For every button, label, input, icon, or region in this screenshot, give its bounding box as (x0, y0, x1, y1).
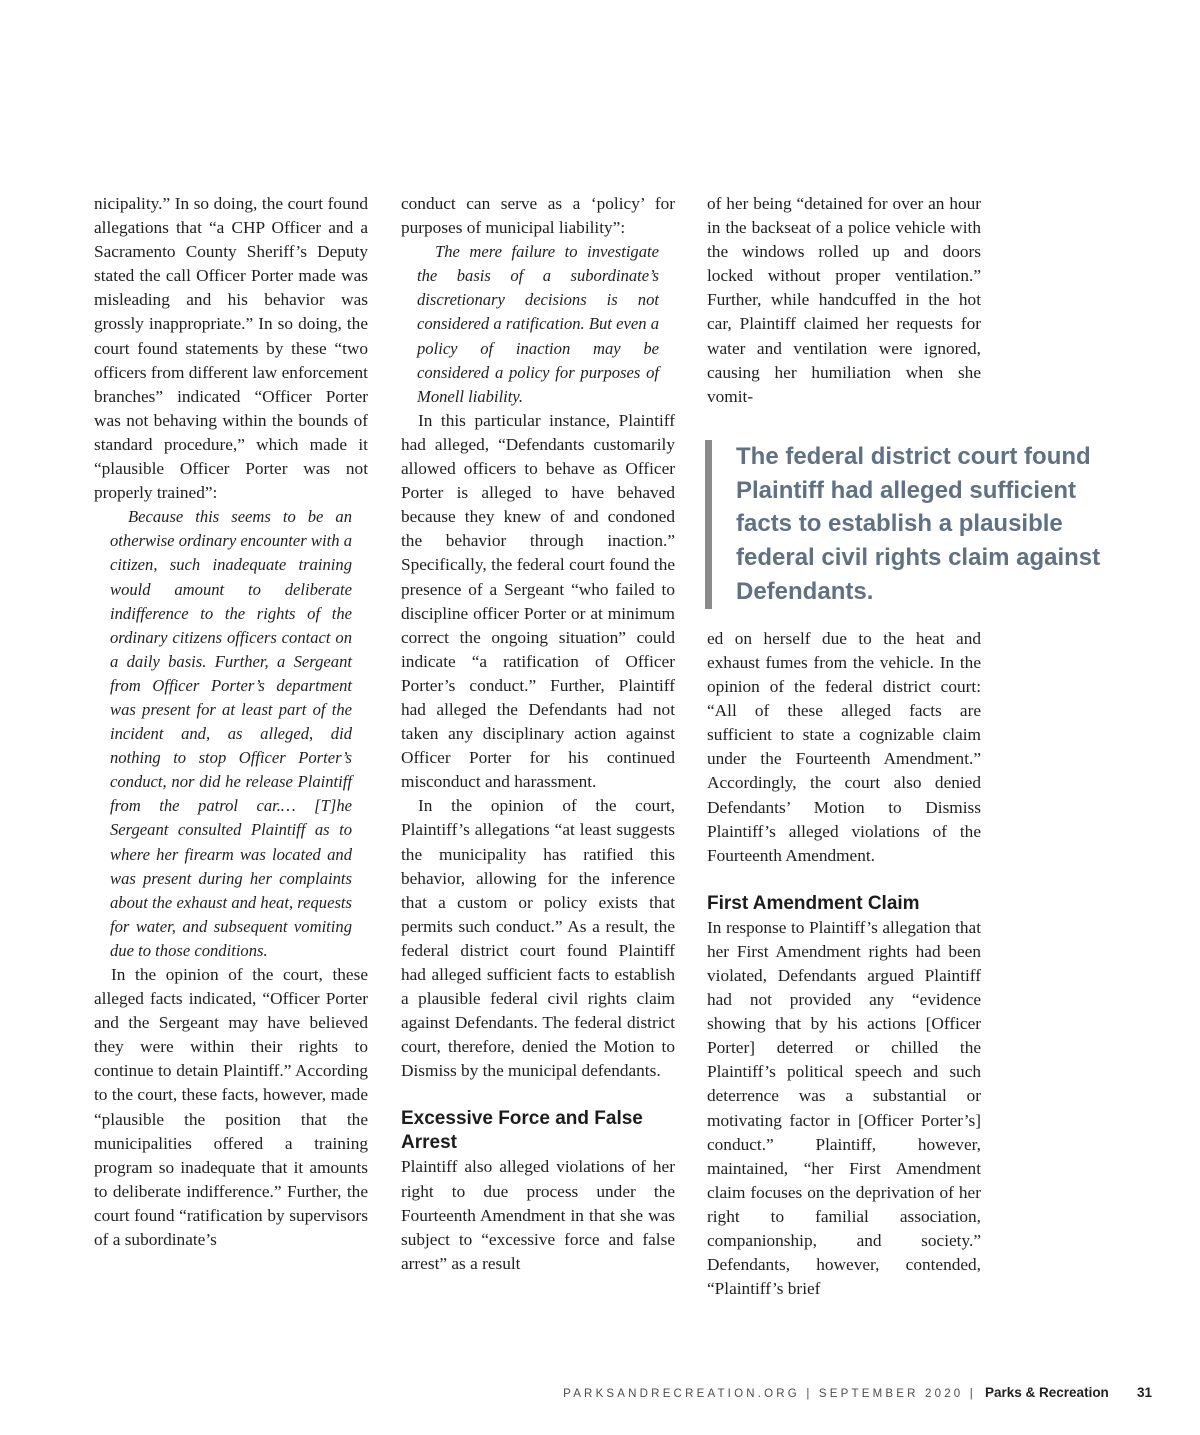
pull-quote: The federal district court found Plaintiff had alleged sufficient facts to establish a plausible federal civil rights claim against Defendants. (705, 440, 1136, 609)
section-heading: First Amendment Claim (707, 892, 920, 914)
block-quote: Because this seems to be an otherwise ordinary encounter with a citizen, such inadequate training would amount to deliberate indifference to the rights of the ordinary citizens officers contact on a daily basis. Further, a Sergeant from Officer Porter’s department was present for at least part of the incident and, as alleged, did nothing to stop Officer Porter’s conduct, nor did he release Plaintiff from the patrol car.… [T]he Sergeant consulted Plaintiff as to where her firearm was located and was present during her complaints about the exhaust and heat, requests for water, and subsequent vomiting due to those conditions. (110, 507, 352, 960)
body-paragraph: conduct can serve as a ‘policy’ for purposes of municipal liability”: (401, 194, 675, 238)
page-footer (0, 1385, 1200, 1405)
footer-site-date: PARKSANDRECREATION.ORG | SEPTEMBER 2020 | (563, 1388, 976, 1400)
article-column-3 (707, 192, 981, 1301)
body-paragraph: In response to Plaintiff’s allegation that her First Amendment rights had been violated, Defendants argued Plaintiff had not provided any “evidence showing that by his actions [Officer Porter] deterred or chilled the Plaintiff’s political speech and such deterrence was a substantial or motivating factor in [Officer Porter’s] conduct.” Plaintiff, however, maintained, “her First Amendment claim focuses on the deprivation of her right to familial association, companionship, and society.” Defendants, however, contended, “Plaintiff’s brief (707, 917, 981, 1299)
body-paragraph: In this particular instance, Plaintiff had alleged, “Defendants customarily allowed officers to behave as Officer Porter is alleged to have behaved because they knew of and condoned the behavior through inaction.” Specifically, the federal court found the presence of a Sergeant “who failed to discipline officer Porter or at minimum correct the ongoing situation” could indicate “a ratification of Officer Porter’s conduct.” Further, Plaintiff had alleged the Defendants had not taken any disciplinary action against Officer Porter for his continued misconduct and harassment. (401, 410, 675, 792)
body-paragraph: Plaintiff also alleged violations of her right to due process under the Fourteenth Amendment in that she was subject to “excessive force and false arrest” as a result (401, 1157, 675, 1273)
page-number: 31 (1137, 1385, 1153, 1400)
article-column-1 (94, 192, 368, 1252)
body-paragraph: In the opinion of the court, these alleged facts indicated, “Officer Porter and the Sergeant may have believed they were within their rights to continue to detain Plaintiff.” According to the court, these facts, however, made “plausible the position that the municipalities offered a training program so inadequate that it amounts to deliberate indifference.” Further, the court found “ratification by supervisors of a subordinate’s (94, 965, 368, 1250)
body-paragraph: of her being “detained for over an hour in the backseat of a police vehicle with the windows rolled up and doors locked without proper ventilation.” Further, while handcuffed in the hot car, Plaintiff claimed her requests for water and ventilation were ignored, causing her humiliation when she vomit- (707, 194, 981, 406)
article-column-2 (401, 192, 675, 1276)
block-quote: The mere failure to investigate the basis of a subordinate’s discretionary decisions is not considered a ratification. But even a policy of inaction may be considered a policy for purposes of Monell liability. (417, 242, 659, 406)
body-paragraph: ed on herself due to the heat and exhaust fumes from the vehicle. In the opinion of the federal district court: “All of these alleged facts are sufficient to state a cognizable claim under the Fourteenth Amendment.” Accordingly, the court also denied Defendants’ Motion to Dismiss Plaintiff’s alleged violations of the Fourteenth Amendment. (707, 628, 981, 865)
section-heading: Excessive Force and False Arrest (401, 1108, 643, 1154)
body-paragraph: nicipality.” In so doing, the court found allegations that “a CHP Officer and a Sacramento County Sheriff’s Deputy stated the call Officer Porter made was misleading and his behavior was grossly inappropriate.” In so doing, the court found statements by these “two officers from different law enforcement branches” indicated “Officer Porter was not behaving within the bounds of standard procedure,” which made it “plausible Officer Porter was not properly trained”: (94, 194, 368, 503)
body-paragraph: In the opinion of the court, Plaintiff’s allegations “at least suggests the municipality has ratified this behavior, allowing for the inference that a custom or policy exists that permits such conduct.” As a result, the federal district court found Plaintiff had alleged sufficient facts to establish a plausible federal civil rights claim against Defendants. The federal district court, therefore, denied the Motion to Dismiss by the municipal defendants. (401, 796, 675, 1081)
footer-magazine-title: Parks & Recreation (985, 1385, 1109, 1400)
